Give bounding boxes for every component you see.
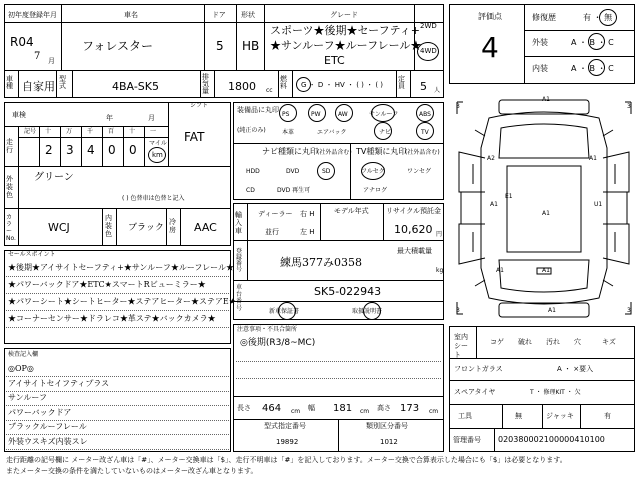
divider [233, 240, 444, 241]
selection-circle [363, 302, 381, 320]
divider [72, 70, 73, 98]
inspector-line: パワーバックドア [8, 407, 72, 417]
dotted-line [6, 449, 229, 450]
usage-label: 車種 [6, 75, 13, 90]
sales-point-line: ★コーナーセンサー★ドラレコ★革ステ★バックカメラ★ [8, 314, 216, 323]
inspector-line: 外装ウスキズ内装スレ [8, 436, 88, 446]
dotted-line [6, 420, 229, 421]
tools-label: 工具 [458, 412, 472, 420]
mileage-digit: 0 [129, 143, 137, 157]
first-reg-year: R04 [10, 35, 34, 49]
color-change-note: ( ) 色替車は色替と記入 [122, 195, 185, 202]
divider [236, 4, 237, 70]
dotted-line [6, 327, 229, 328]
spare-options: T ・ 修理KIT ・ 欠 [530, 389, 581, 396]
nav-item: SD [322, 168, 331, 175]
exterior-color-value: グリーン [34, 172, 74, 183]
interior-seat-item: コゲ [490, 338, 504, 346]
equipment-item: サンルーフ [369, 111, 399, 118]
diagram-bracket-num: 3 [456, 103, 460, 110]
dotted-line [236, 378, 441, 379]
recycle-unit: 円 [436, 231, 443, 238]
diagram-mark: A1 [542, 210, 550, 217]
dotted-line [6, 391, 229, 392]
divider [233, 396, 444, 397]
divider [123, 126, 124, 166]
manual: 取扱説明書 [352, 308, 383, 315]
model-label: 型式 [59, 75, 66, 90]
length-label: 長さ [237, 404, 251, 412]
recycle-label: リサイクル預託金 [386, 207, 442, 215]
cm-unit: cm [360, 408, 370, 415]
grade-line-1: スポーツ★後期★セーフティ+ [270, 24, 420, 37]
selection-circle [278, 302, 296, 320]
load-label: 最大積載量 [397, 247, 432, 255]
divider [144, 126, 145, 166]
divider [338, 419, 339, 452]
height-label: 高さ [377, 404, 391, 412]
car-name-label: 車名 [124, 11, 138, 19]
color-no-value: WCJ [48, 221, 70, 234]
chassis-label: 車台 号 [236, 284, 243, 312]
repair-label: 修復歴 [532, 13, 556, 22]
height-value: 173 [400, 403, 420, 414]
interior-color-label: 内装色 [105, 214, 112, 238]
selection-circle [335, 104, 353, 122]
dotted-line [6, 376, 229, 377]
inspector-line: ◎OP◎ [8, 364, 34, 373]
divider [204, 4, 205, 70]
fuel-options: G ・ D ・ HV ・ ( ) ・ ( ) [301, 81, 384, 89]
divider [4, 166, 231, 167]
interior-seat-label: 室内シート [454, 333, 468, 359]
first-reg-month: 7 [34, 51, 41, 62]
shift-value: FAT [184, 130, 205, 144]
divider [292, 70, 293, 98]
selection-circle [279, 104, 297, 122]
divider [542, 404, 543, 428]
selection-circle [374, 122, 392, 140]
selection-circle [599, 9, 617, 26]
divider [247, 203, 248, 240]
dotted-line [6, 405, 229, 406]
selection-circle [371, 104, 395, 122]
drive-4wd: 4WD [420, 47, 437, 55]
divider [502, 404, 503, 428]
notes-title: 注意事項・不具合箇所 [237, 326, 298, 333]
mileage-digit-header: 一 [150, 128, 157, 135]
mileage-digit-header: 万 [66, 128, 73, 135]
capacity-label: 定員 [398, 75, 405, 90]
selection-circle [148, 147, 166, 163]
dotted-line [236, 361, 441, 362]
fuel-label: 燃料 [280, 75, 287, 90]
exterior-grade-label: 外装 [532, 38, 548, 47]
divider [116, 208, 117, 246]
selection-circle [588, 59, 605, 76]
selection-circle [588, 33, 605, 50]
model-value: 4BA-SK5 [112, 80, 159, 93]
interior-grade-options: A ・ B ・ C [571, 64, 614, 73]
shape-label: 形状 [241, 11, 255, 19]
nav-item: DVD 再生可 [277, 187, 311, 194]
mileage-digit: 2 [45, 143, 53, 157]
doors-label: ドア [212, 11, 226, 19]
selection-circle [317, 162, 335, 180]
ac-label: 冷房 [169, 218, 176, 234]
diagram-mark: A2 [487, 155, 495, 162]
dotted-line [6, 310, 229, 311]
divider [449, 358, 635, 359]
mileage-digit-header: 千 [87, 128, 94, 135]
divider [18, 126, 19, 166]
mileage-label: 走行 [6, 138, 13, 154]
regno-label: 登録番号 [236, 248, 243, 273]
diagram-mark: A1 [496, 267, 504, 274]
nav-title: ナビ種類に丸印 [262, 147, 318, 156]
divider [102, 126, 103, 166]
diagram-mark: A1 [589, 155, 597, 162]
doors-value: 5 [216, 39, 224, 53]
divider [320, 203, 321, 240]
nav-item: DVD [286, 168, 300, 175]
drive-2wd: 2WD [420, 22, 437, 30]
inspector-line: サンルーフ [8, 393, 47, 402]
divider [18, 70, 19, 98]
category-label: 類別区分番号 [366, 422, 408, 430]
ac-value: AAC [194, 221, 217, 234]
selection-circle [308, 104, 326, 122]
car-damage-diagram [449, 88, 639, 328]
divider [214, 70, 215, 98]
divider [278, 70, 279, 98]
cm-unit: cm [291, 408, 301, 415]
nav-item: CD [246, 187, 255, 194]
divider [39, 126, 40, 166]
diagram-mark: A1 [490, 201, 498, 208]
new-guarantee: 新車保証書 [269, 308, 300, 315]
type-approval-label: 型式指定番号 [264, 422, 306, 430]
equipment-item: AW [338, 111, 348, 118]
year-unit: 年 [106, 114, 113, 122]
exterior-grade-options: A ・ B ・ C [571, 38, 614, 47]
mgmt-label: 管理番号 [453, 436, 481, 444]
equipment-item: エアバック [317, 129, 347, 136]
month-unit: 月 [148, 114, 155, 122]
dotted-line [6, 434, 229, 435]
tv-item: フルセグ [361, 168, 385, 175]
diagram-mark: A1 [548, 307, 556, 314]
equipment-item: ナビ [379, 129, 392, 136]
divider [4, 22, 444, 23]
divider [4, 208, 231, 209]
tv-sub: (社外品含む) [405, 149, 440, 156]
sales-points-title: セールスポイント [8, 251, 56, 258]
divider [81, 126, 82, 166]
category-value: 1012 [380, 438, 398, 446]
width-value: 181 [333, 403, 353, 414]
selection-circle [416, 122, 434, 140]
score-label: 評価点 [478, 12, 502, 21]
notes-value: ◎後期(R3/8~MC) [240, 338, 316, 348]
capacity-unit: 人 [434, 87, 441, 94]
interior-seat-item: キズ [602, 338, 616, 346]
divider [476, 326, 477, 358]
diagram-bracket-num: 3 [627, 103, 631, 110]
mileage-digit: 0 [108, 143, 116, 157]
divider [233, 301, 444, 302]
divider [168, 102, 169, 166]
usage-value: 自家用 [22, 80, 55, 93]
spare-label: スペアタイヤ [454, 388, 496, 396]
inspector-line: アイサイトセイフティプラス [8, 378, 110, 388]
grade-line-3: ETC [324, 54, 345, 67]
divider [414, 4, 415, 70]
divider [524, 4, 525, 84]
equipment-title: 装備品に丸印 [237, 106, 279, 114]
dotted-line [6, 293, 229, 294]
equipment-item: TV [421, 129, 429, 136]
dotted-line [6, 276, 229, 277]
mileage-digit-header: 百 [108, 128, 115, 135]
equipment-item: PS [282, 111, 290, 118]
import-left: 左 H [300, 228, 315, 236]
capacity-value: 5 [420, 80, 427, 93]
interior-color-value: ブラック [128, 223, 164, 233]
length-value: 464 [262, 403, 282, 414]
recycle-value: 10,620 [394, 223, 433, 236]
chassis-value: SK5-022943 [314, 285, 382, 298]
divider [18, 208, 19, 246]
selection-circle [296, 77, 311, 92]
mileage-unit-mile: マイル [149, 140, 167, 147]
divider [61, 4, 62, 70]
jack-label: ジャッキ [546, 412, 574, 420]
interior-seat-item: 穴 [574, 338, 581, 346]
divider [449, 428, 635, 429]
mileage-digit: 4 [87, 143, 95, 157]
equipment-item: 本革 [282, 129, 295, 136]
tools-value: 無 [515, 412, 522, 420]
divider [396, 70, 397, 98]
diagram-bracket-num: 3 [456, 307, 460, 314]
import-label: 輸入車 [235, 211, 242, 235]
tv-item: アナログ [363, 187, 388, 194]
diagram-mark: U1 [594, 201, 603, 208]
selection-circle [361, 162, 385, 180]
model-year-label: モデル年式 [334, 207, 369, 215]
footer-line-1: 走行距離の記号欄に メーター改ざん車は「#」、メーター交換車は「$」、走行不明車は「#」を記入しております。メーター交換で合算表示した場合にも「$」は必要となります。 [6, 456, 567, 464]
footer-line-2: またメーター交換の条件を満たしていないものはメーター改ざん車となります。 [6, 467, 258, 475]
grade-line-2: ★サンルーフ★ルーフレール★ [270, 39, 422, 52]
displacement-value: 1800 [228, 80, 256, 93]
exterior-color-label: 外装色 [6, 175, 13, 199]
equipment-item: PW [311, 111, 321, 118]
import-right: 右 H [300, 210, 315, 218]
divider [18, 166, 19, 208]
divider [524, 30, 635, 31]
windshield-options: A ・ ×要入 [557, 365, 594, 373]
shift-label: シフト [190, 102, 209, 109]
mileage-digit-header: 十 [45, 128, 52, 135]
divider [247, 240, 248, 280]
divider [60, 126, 61, 166]
nav-item: HDD [246, 168, 260, 175]
divider [180, 208, 181, 246]
repair-options: 有 ・ 無 [583, 13, 613, 22]
load-unit: kg [436, 267, 444, 274]
diagram-mark: E1 [505, 193, 513, 200]
first-reg-label: 初年度登録年月 [8, 11, 57, 19]
divider [449, 380, 635, 381]
divider [4, 70, 444, 71]
diagram-mark: A1 [542, 96, 550, 103]
mileage-digit-header: 十 [129, 128, 136, 135]
mileage-digit: 3 [66, 143, 74, 157]
equipment-item: ABS [419, 111, 431, 118]
divider [410, 70, 411, 98]
score-value: 4 [481, 31, 499, 64]
color-no-label: カラーNo. [6, 214, 16, 242]
divider [233, 280, 444, 281]
divider [18, 137, 168, 138]
divider [166, 208, 167, 246]
windshield-label: フロントガラス [454, 365, 503, 373]
type-approval-value: 19892 [276, 438, 299, 446]
jack-value: 有 [604, 412, 611, 420]
interior-seat-item: 破れ [518, 338, 532, 346]
regno-value: 練馬377み0358 [280, 256, 362, 269]
diagram-mark: A1 [542, 267, 550, 274]
mileage-digit-header: 記号 [24, 128, 37, 135]
equipment-sub: (純正のみ) [237, 127, 266, 134]
mgmt-number: 020380002100000410100 [498, 435, 605, 444]
width-label: 幅 [308, 404, 315, 412]
divider [580, 404, 581, 428]
nav-sub: (社外品含む) [317, 149, 352, 156]
divider [494, 428, 495, 452]
tv-item: ワンセグ [407, 168, 432, 175]
selection-circle [416, 104, 434, 122]
sales-point-line: ★パワーシート★シートヒーター★ステアヒーター★ステアE★ [8, 297, 236, 306]
inspector-title: 検査記入欄 [8, 351, 39, 358]
divider [264, 4, 265, 70]
mileage-unit-km: km [152, 151, 163, 159]
divider [56, 70, 57, 98]
inspection-label: 車検 [12, 111, 26, 119]
divider [102, 208, 103, 246]
import-parallel: 並行 [265, 228, 279, 236]
displacement-label: 排気量 [202, 73, 209, 95]
tv-title: TV種類に丸印 [356, 147, 407, 156]
import-dealer: ディーラー [258, 210, 293, 218]
interior-seat-item: 汚れ [546, 338, 560, 346]
divider [233, 143, 444, 144]
sales-point-line: ★パワーバックドア★ETC★スマートRビューミラー★ [8, 280, 206, 289]
divider [383, 203, 384, 240]
interior-grade-label: 内装 [532, 64, 548, 73]
month-unit: 月 [48, 57, 55, 65]
inspector-line: ブラックルーフレール [8, 422, 87, 431]
divider [200, 70, 201, 98]
cc-unit: cc [266, 87, 273, 94]
car-name: フォレスター [82, 39, 154, 53]
divider [524, 56, 635, 57]
sales-point-line: ★後期★アイサイトセーフティ+★サンルーフ★ルーフレール★ [8, 263, 234, 272]
shape-value: HB [242, 39, 260, 53]
selection-circle [417, 42, 439, 61]
cm-unit: cm [429, 408, 439, 415]
diagram-bracket-num: 3 [627, 307, 631, 314]
grade-label: グレード [330, 11, 358, 19]
